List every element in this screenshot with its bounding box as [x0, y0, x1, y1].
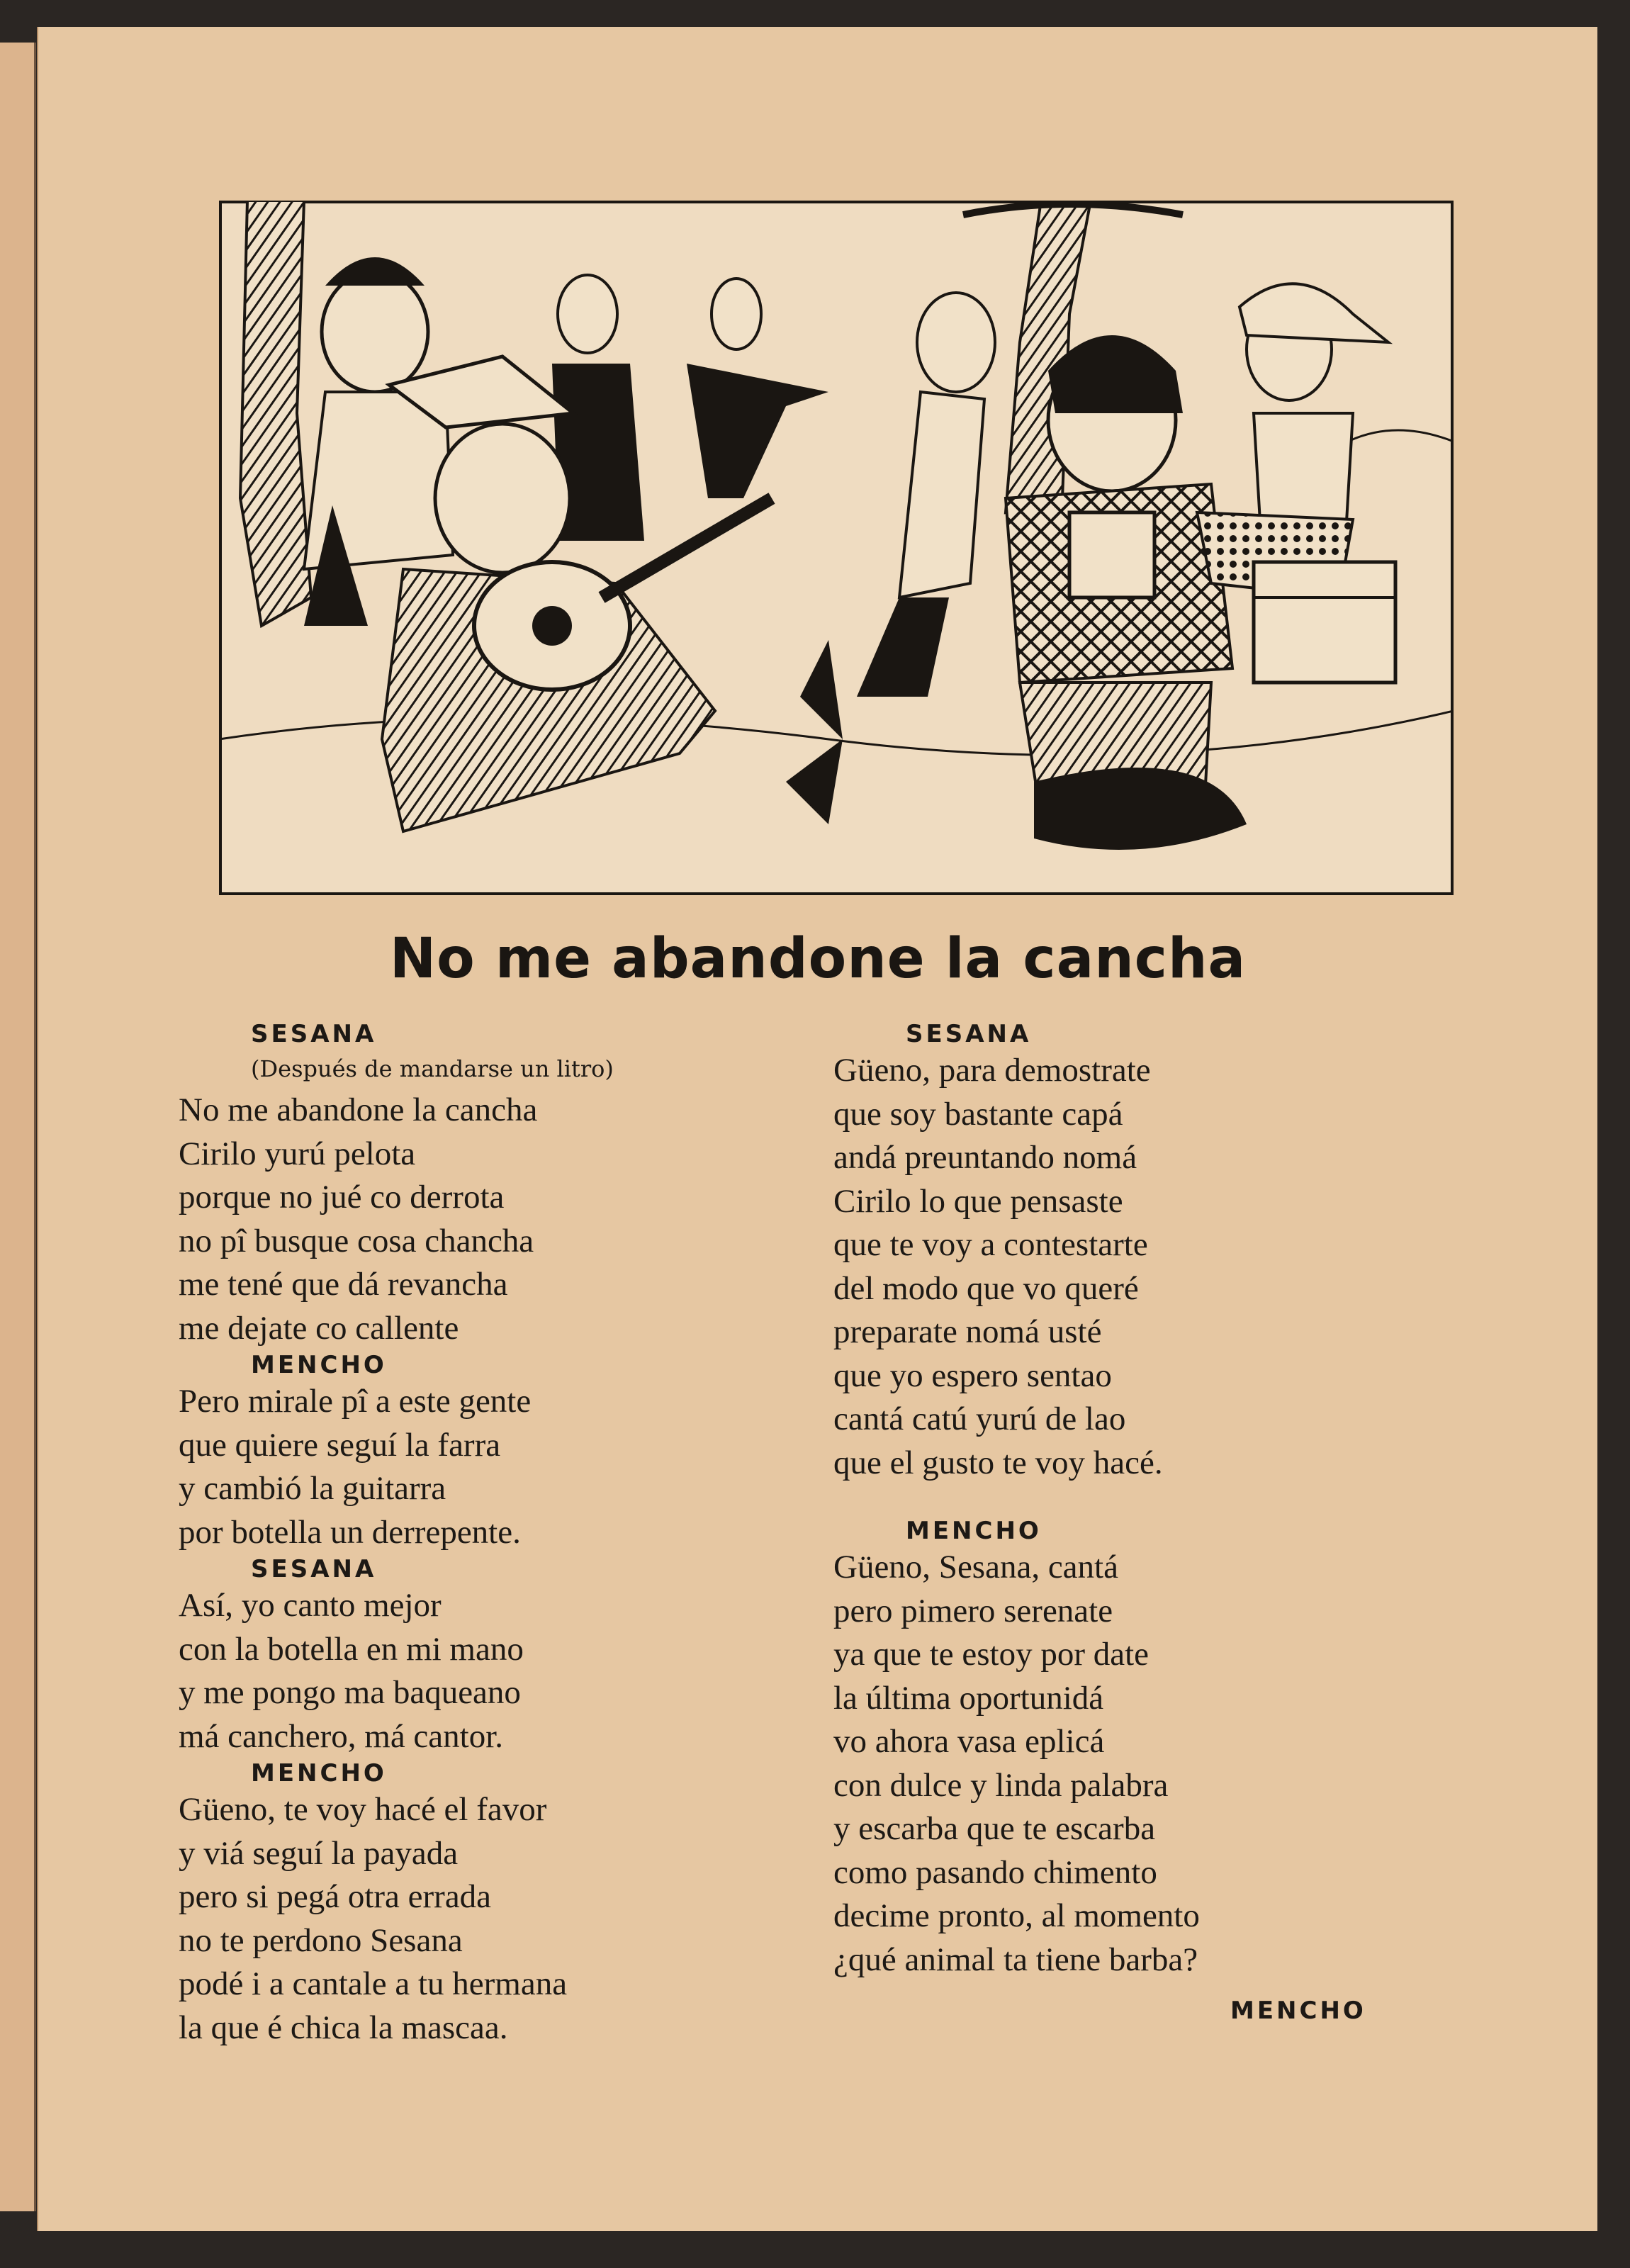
verse-line: decime pronto, al momento	[833, 1897, 1200, 1934]
verse-line: Pero mirale pî a este gente	[179, 1383, 532, 1420]
verse-line: pero pimero serenate	[833, 1592, 1113, 1629]
verse-line: Güeno, te voy hacé el favor	[179, 1791, 547, 1828]
verse-line: y viá seguí la payada	[179, 1834, 459, 1872]
poem-title: No me abandone la cancha	[389, 927, 1247, 991]
verse-line: ¿qué animal ta tiene barba?	[833, 1941, 1198, 1978]
verse-line: con la botella en mi mano	[179, 1630, 524, 1668]
verse-line: por botella un derrepente.	[179, 1513, 521, 1551]
magazine-page	[37, 27, 1597, 2231]
speaker-label: SESANA	[906, 1020, 1032, 1048]
speaker-label: MENCHO	[251, 1759, 387, 1787]
verse-line: no te perdono Sesana	[179, 1921, 463, 1959]
speaker-label: MENCHO	[906, 1517, 1042, 1545]
adjacent-page-edge	[0, 43, 36, 2211]
verse-line: andá preuntando nomá	[833, 1139, 1137, 1176]
stanza-gap	[833, 1485, 1514, 1516]
stage-direction: (Después de mandarse un litro)	[251, 1055, 614, 1082]
verse-line: que yo espero sentao	[833, 1357, 1112, 1394]
verse-line: del modo que vo queré	[833, 1269, 1139, 1307]
verse-line: como pasando chimento	[833, 1853, 1157, 1891]
right-column	[833, 1019, 1514, 2026]
verse-line: cantá catú yurú de lao	[833, 1400, 1126, 1437]
verse-line: con dulce y linda palabra	[833, 1766, 1169, 1804]
verse-line: má canchero, má cantor.	[179, 1717, 504, 1755]
verse-line: porque no jué co derrota	[179, 1179, 505, 1216]
verse-line: ya que te estoy por date	[833, 1636, 1150, 1673]
payada-illustration	[219, 201, 1454, 895]
verse-line: y cambió la guitarra	[179, 1470, 446, 1507]
verse-line: me tené que dá revancha	[179, 1266, 508, 1303]
verse-line: Cirilo yurú pelota	[179, 1135, 416, 1172]
speaker-label: SESANA	[251, 1020, 377, 1048]
footer-speaker-label: MENCHO	[1230, 1997, 1366, 2025]
verse-line: y me pongo ma baqueano	[179, 1674, 521, 1711]
verse-line: me dejate co callente	[179, 1309, 459, 1347]
verse-line: podé i a cantale a tu hermana	[179, 1965, 568, 2002]
verse-line: Güeno, Sesana, cantá	[833, 1549, 1118, 1585]
verse-line: no pî busque cosa chancha	[179, 1222, 534, 1259]
verse-line: que te voy a contestarte	[833, 1226, 1148, 1263]
speaker-label: MENCHO	[251, 1351, 387, 1379]
verse-line: No me abandone la cancha	[179, 1091, 538, 1128]
verse-line: Güeno, para demostrate	[833, 1052, 1151, 1089]
verse-line: la última oportunidá	[833, 1679, 1104, 1717]
verse-line: Cirilo lo que pensaste	[833, 1182, 1123, 1220]
verse-line: que el gusto te voy hacé.	[833, 1444, 1163, 1481]
speaker-label: SESANA	[251, 1555, 377, 1583]
verse-line: que quiere seguí la farra	[179, 1426, 501, 1464]
verse-line: preparate nomá usté	[833, 1313, 1102, 1350]
verse-line: vo ahora vasa eplicá	[833, 1723, 1105, 1760]
verse-line: Así, yo canto mejor	[179, 1587, 442, 1624]
left-column	[179, 1019, 816, 2050]
verse-line: pero si pegá otra errada	[179, 1878, 492, 1915]
verse-line: la que é chica la mascaa.	[179, 2009, 508, 2046]
verse-line: y escarba que te escarba	[833, 1810, 1156, 1847]
verse-line: que soy bastante capá	[833, 1095, 1123, 1133]
